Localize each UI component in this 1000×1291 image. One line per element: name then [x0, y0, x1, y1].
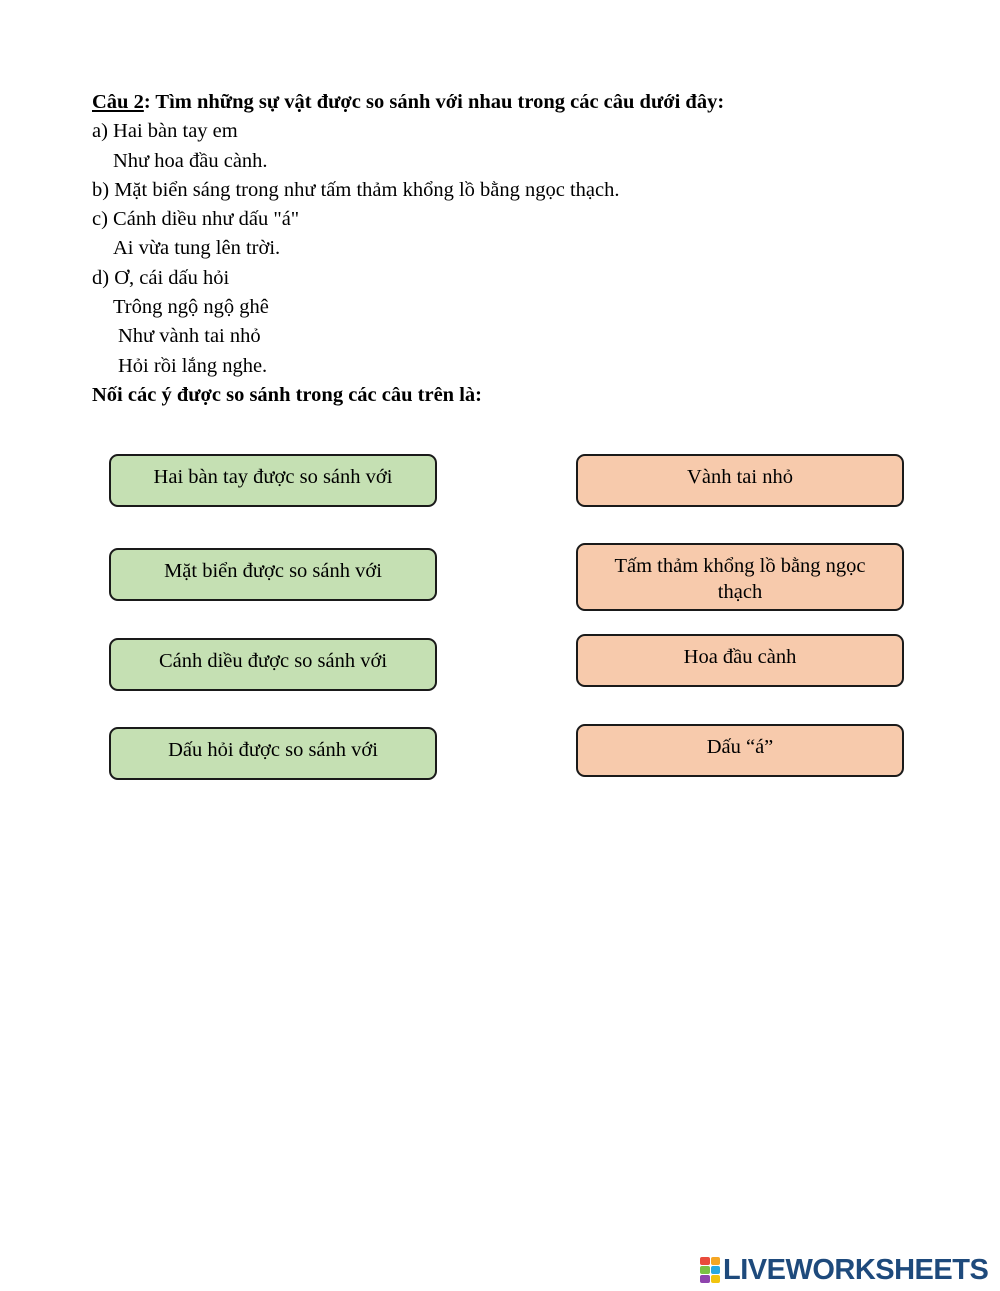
- match-left-4-label: Dấu hỏi được so sánh với: [168, 739, 378, 761]
- question-number: Câu 2: [92, 91, 144, 113]
- match-right-2[interactable]: [576, 543, 904, 611]
- question-title: [92, 88, 952, 117]
- question-prompt: : Tìm những sự vật được so sánh với nhau trong các câu dưới đây:: [143, 91, 725, 113]
- match-right-4[interactable]: [576, 724, 904, 777]
- liveworksheets-logo: [700, 1253, 988, 1287]
- match-right-4-label: Dấu “á”: [706, 736, 774, 758]
- match-instruction: Nối các ý được so sánh trong các câu trên là:: [92, 383, 482, 406]
- poem-line-d1: d) Ơ, cái dấu hỏi: [92, 266, 230, 289]
- match-left-2-label: Mặt biển được so sánh với: [164, 560, 382, 582]
- match-right-3-label: Hoa đầu cành: [683, 646, 797, 668]
- poem-line-c2: Ai vừa tung lên trời.: [113, 237, 281, 260]
- match-right-3[interactable]: [576, 634, 904, 687]
- match-right-2-label: Tấm thảm khổng lồ bằng ngọc thạch: [614, 555, 866, 603]
- poem-line-d2: Trông ngộ ngộ ghê: [113, 296, 269, 319]
- match-left-3[interactable]: [109, 638, 437, 691]
- poem-line-a1: a) Hai bàn tay em: [92, 120, 238, 143]
- poem-line-d3: Như vành tai nhỏ: [118, 325, 261, 348]
- liveworksheets-logo-text: LIVEWORKSHEETS: [723, 1253, 989, 1286]
- poem-line-c1: c) Cánh diều như dấu "á": [92, 208, 300, 231]
- match-left-1[interactable]: [109, 454, 437, 507]
- sentence-b: b) Mặt biển sáng trong như tấm thảm khổng lồ bằng ngọc thạch.: [92, 178, 620, 201]
- match-right-1[interactable]: [576, 454, 904, 507]
- match-left-3-label: Cánh diều được so sánh với: [158, 650, 388, 672]
- match-left-2[interactable]: [109, 548, 437, 601]
- liveworksheets-logo-icon: [700, 1257, 720, 1283]
- match-left-1-label: Hai bàn tay được so sánh với: [153, 466, 393, 488]
- poem-line-d4: Hỏi rồi lắng nghe.: [118, 354, 268, 377]
- poem-line-a2: Như hoa đầu cành.: [113, 149, 268, 172]
- match-right-1-label: Vành tai nhỏ: [687, 466, 793, 488]
- match-left-4[interactable]: [109, 727, 437, 780]
- question-text: [92, 88, 952, 410]
